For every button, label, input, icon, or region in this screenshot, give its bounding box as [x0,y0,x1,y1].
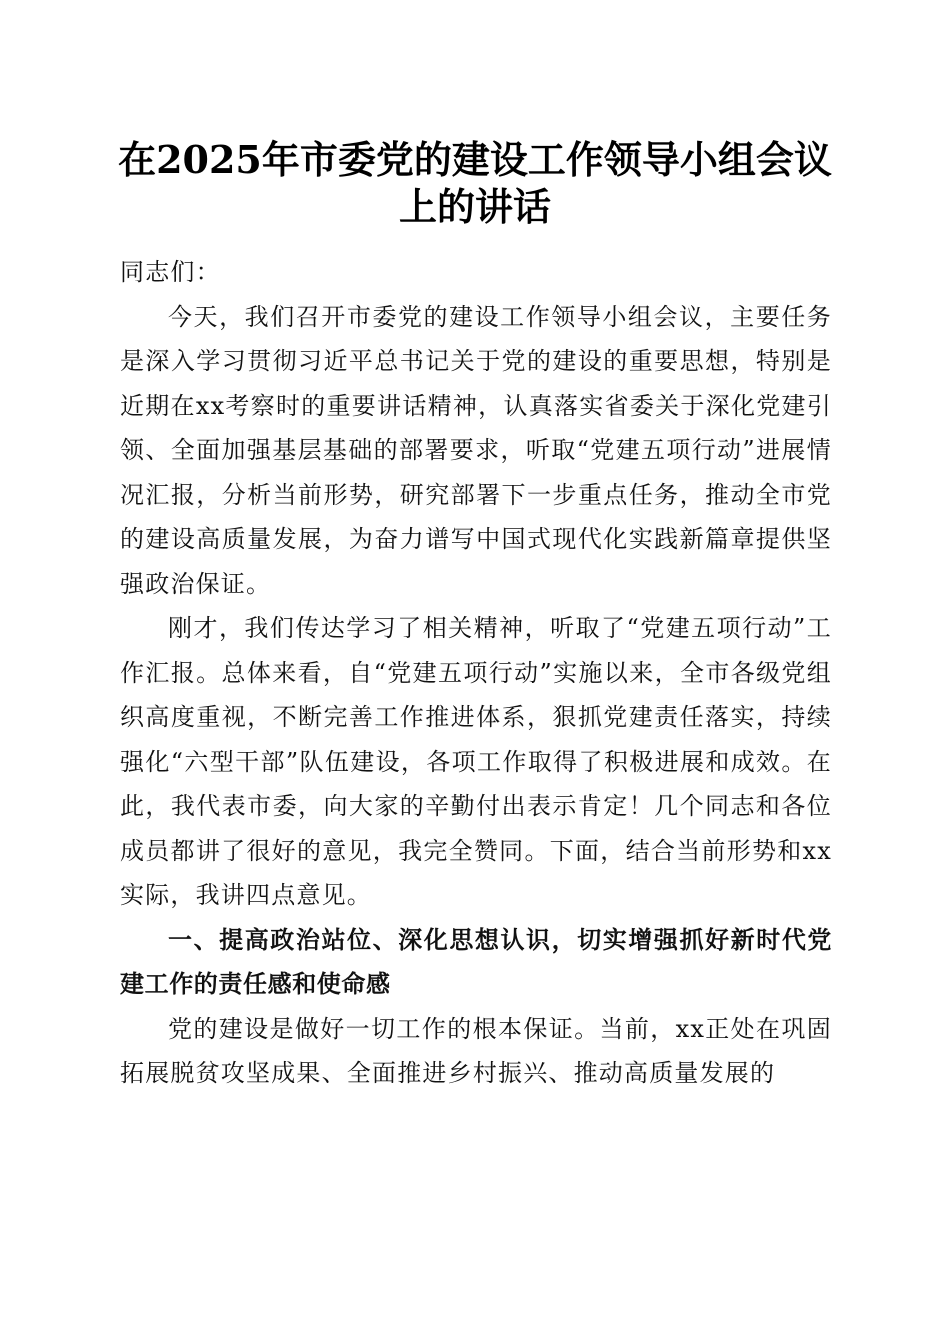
document-title: 在2025年市委党的建设工作领导小组会议上的讲话 [118,137,832,229]
section-paragraph: 党的建设是做好一切工作的根本保证。当前，xx正处在巩固拓展脱贫攻坚成果、全面推进乡村振兴、推动高质量发展的 [120,1014,832,1087]
section-heading: 一、提高政治站位、深化思想认识，切实增强抓好新时代党建工作的责任感和使命感 [120,925,832,998]
salutation: 同志们： [120,258,221,286]
paragraph-opening: 今天，我们召开市委党的建设工作领导小组会议，主要任务是深入学习贯彻习近平总书记关于党的建设的重要思想，特别是近期在xx考察时的重要讲话精神，认真落实省委关于深化党建引领、全面加强基层基础的部署要求，听取“党建五项行动”进展情况汇报，分析当前形势，研究部署下一步重点任务，推动全市党的建设高质量发展，为奋力谱写中国式现代化实践新篇章提供坚强政治保证。 [120,302,832,598]
document-body [120,250,832,1096]
paragraph-summary: 刚才，我们传达学习了相关精神，听取了“党建五项行动”工作汇报。总体来看，自“党建五项行动”实施以来，全市各级党组织高度重视，不断完善工作推进体系，狠抓党建责任落实，持续强化“六型干部”队伍建设，各项工作取得了积极进展和成效。在此，我代表市委，向大家的辛勤付出表示肯定！几个同志和各位成员都讲了很好的意见，我完全赞同。下面，结合当前形势和xx实际，我讲四点意见。 [120,614,832,909]
